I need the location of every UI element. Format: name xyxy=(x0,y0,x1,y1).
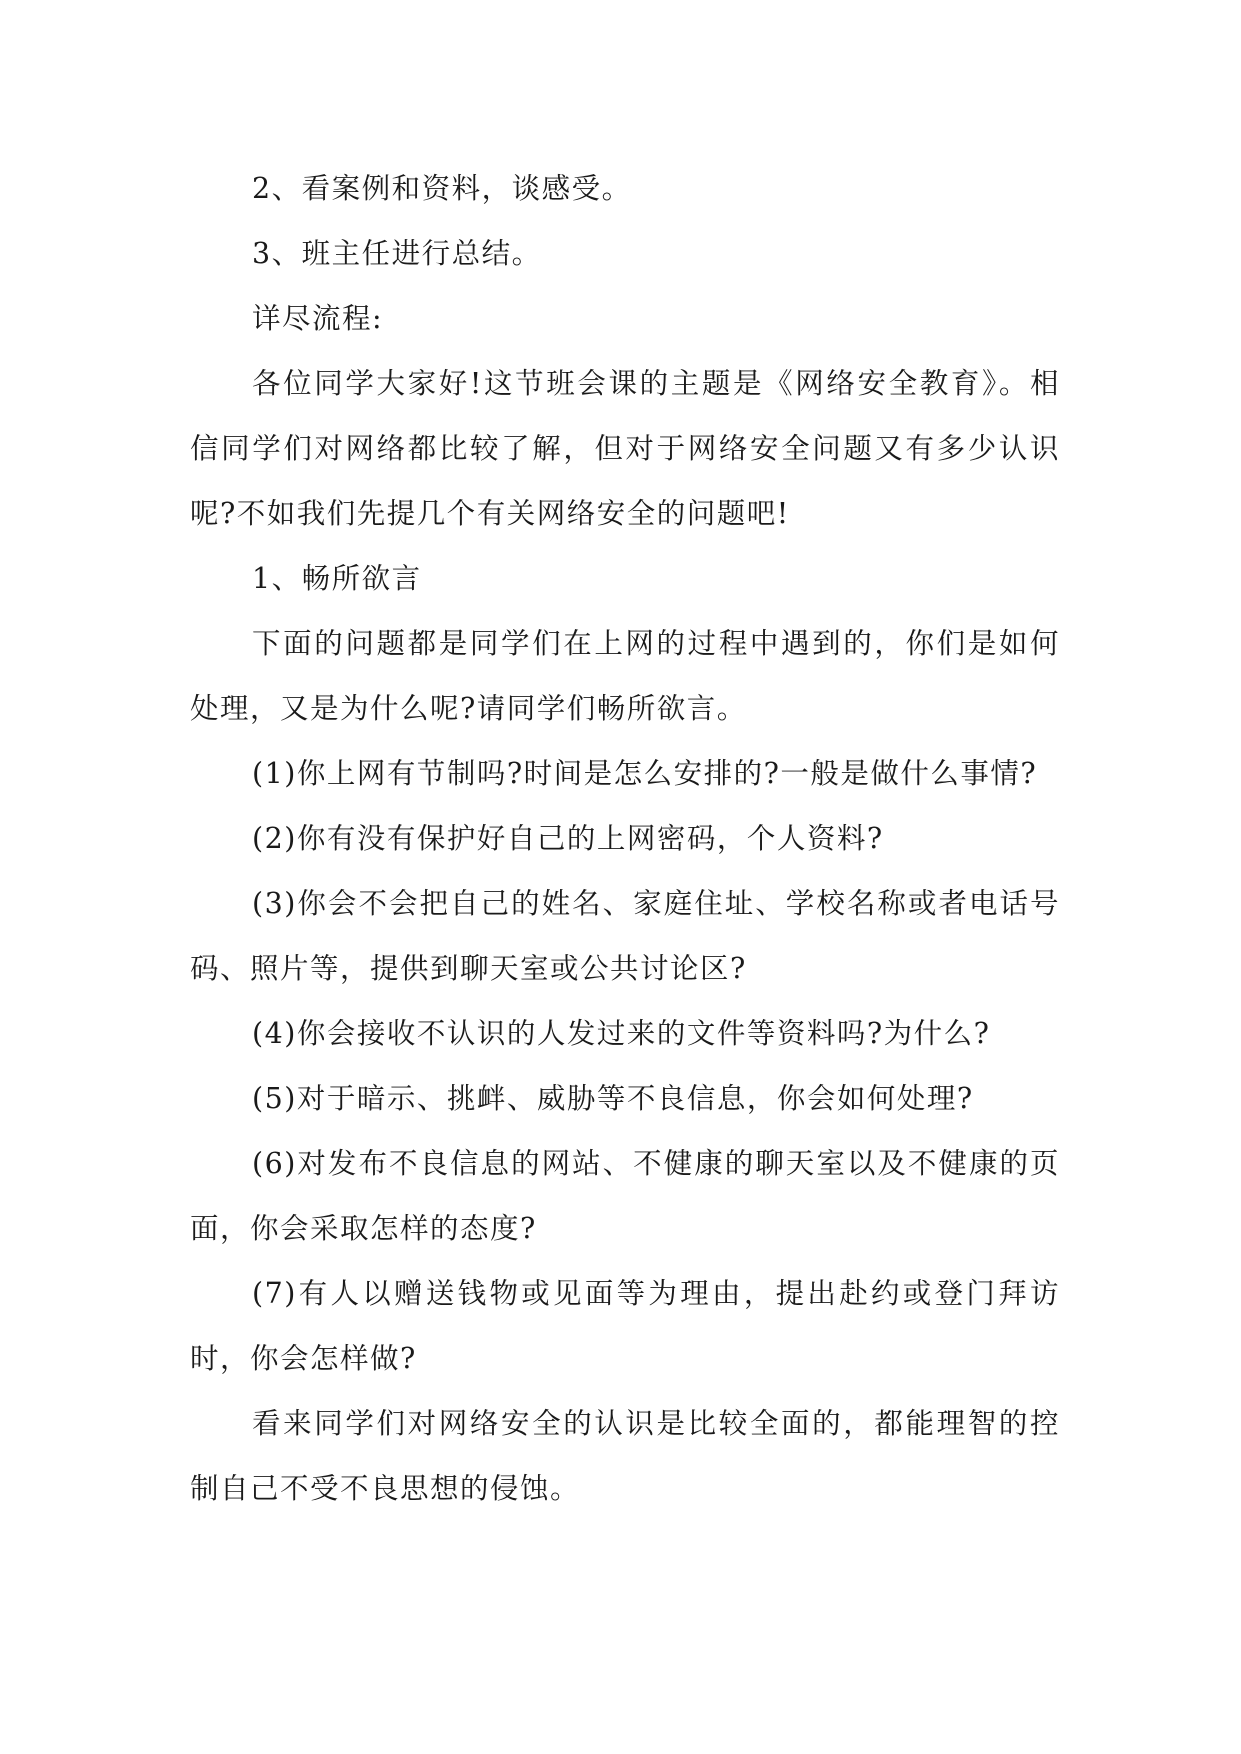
paragraph-question-4: (4)你会接收不认识的人发过来的文件等资料吗?为什么? xyxy=(252,1017,991,1050)
paragraph-step-2: 2、看案例和资料，谈感受。 xyxy=(252,172,632,205)
document-body xyxy=(190,156,1060,1521)
paragraph-question-3: (3)你会不会把自己的姓名、家庭住址、学校名称或者电话号码、照片等，提供到聊天室或公共讨论区? xyxy=(190,887,1060,985)
paragraph-conclusion: 看来同学们对网络安全的认识是比较全面的，都能理智的控制自己不受不良思想的侵蚀。 xyxy=(190,1407,1060,1505)
paragraph-question-5: (5)对于暗示、挑衅、威胁等不良信息，你会如何处理? xyxy=(252,1082,974,1115)
paragraph-question-1: (1)你上网有节制吗?时间是怎么安排的?一般是做什么事情? xyxy=(252,757,1038,790)
paragraph-question-6: (6)对发布不良信息的网站、不健康的聊天室以及不健康的页面，你会采取怎样的态度? xyxy=(190,1147,1060,1245)
paragraph-question-2: (2)你有没有保护好自己的上网密码，个人资料? xyxy=(252,822,884,855)
paragraph-questions-intro: 下面的问题都是同学们在上网的过程中遇到的，你们是如何处理，又是为什么呢?请同学们畅所欲言。 xyxy=(190,627,1060,725)
paragraph-section-1: 1、畅所欲言 xyxy=(252,562,422,595)
paragraph-question-7: (7)有人以赠送钱物或见面等为理由，提出赴约或登门拜访时，你会怎样做? xyxy=(190,1277,1060,1375)
paragraph-intro: 各位同学大家好!这节班会课的主题是《网络安全教育》。相信同学们对网络都比较了解，但对于网络安全问题又有多少认识呢?不如我们先提几个有关网络安全的问题吧! xyxy=(190,367,1060,530)
paragraph-step-3: 3、班主任进行总结。 xyxy=(252,237,542,270)
paragraph-heading-process: 详尽流程: xyxy=(252,302,384,335)
